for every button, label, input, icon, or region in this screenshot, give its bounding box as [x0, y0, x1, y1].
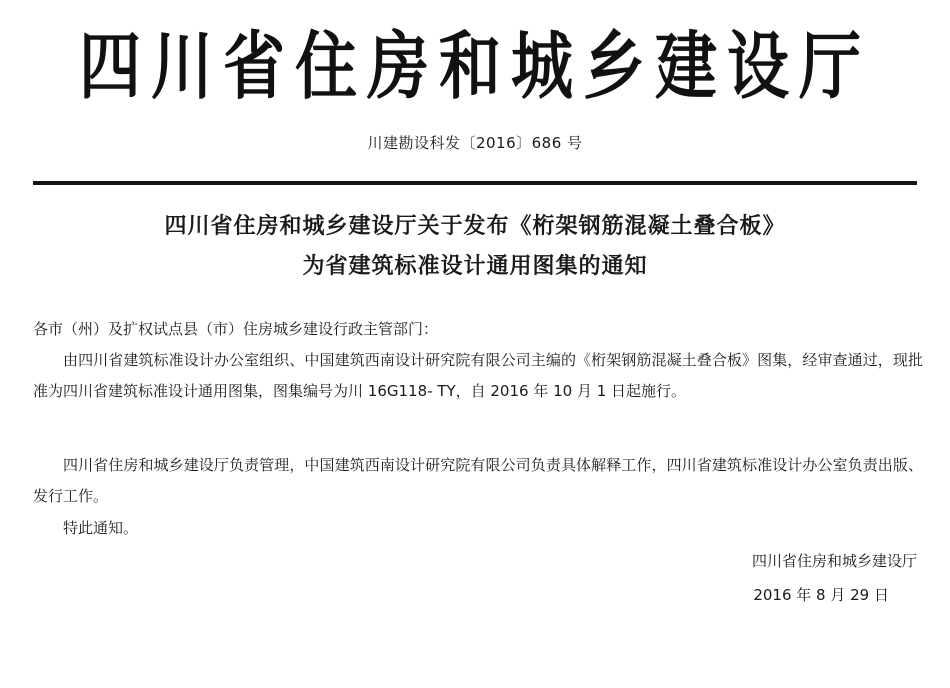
- header-divider: [33, 181, 917, 185]
- notice-title-line-1: 四川省住房和城乡建设厅关于发布《桁架钢筋混凝土叠合板》: [164, 214, 786, 239]
- body-paragraph-1: 由四川省建筑标准设计办公室组织、中国建筑西南设计研究院有限公司主编的《桁架钢筋混凝土叠合板》图集，经审查通过，现批准为四川省建筑标准设计通用图集，图集编号为川 16G118- TY，自 2016 年 10 月 1 日起施行。: [33, 351, 923, 400]
- signature-issuer: 四川省住房和城乡建设厅: [751, 552, 917, 570]
- agency-header: 四川省住房和城乡建设厅: [78, 22, 871, 110]
- body-paragraph-3: 特此通知。: [63, 519, 139, 537]
- salutation: 各市（州）及扩权试点县（市）住房城乡建设行政主管部门：: [33, 320, 439, 338]
- notice-title-line-2: 为省建筑标准设计通用图集的通知: [302, 254, 648, 279]
- signature-date: 2016 年 8 月 29 日: [753, 586, 889, 604]
- body-paragraph-2: 四川省住房和城乡建设厅负责管理，中国建筑西南设计研究院有限公司负责具体解释工作，四川省建筑标准设计办公室负责出版、发行工作。: [33, 456, 923, 505]
- document-number: 川建勘设科发〔2016〕686 号: [367, 134, 583, 152]
